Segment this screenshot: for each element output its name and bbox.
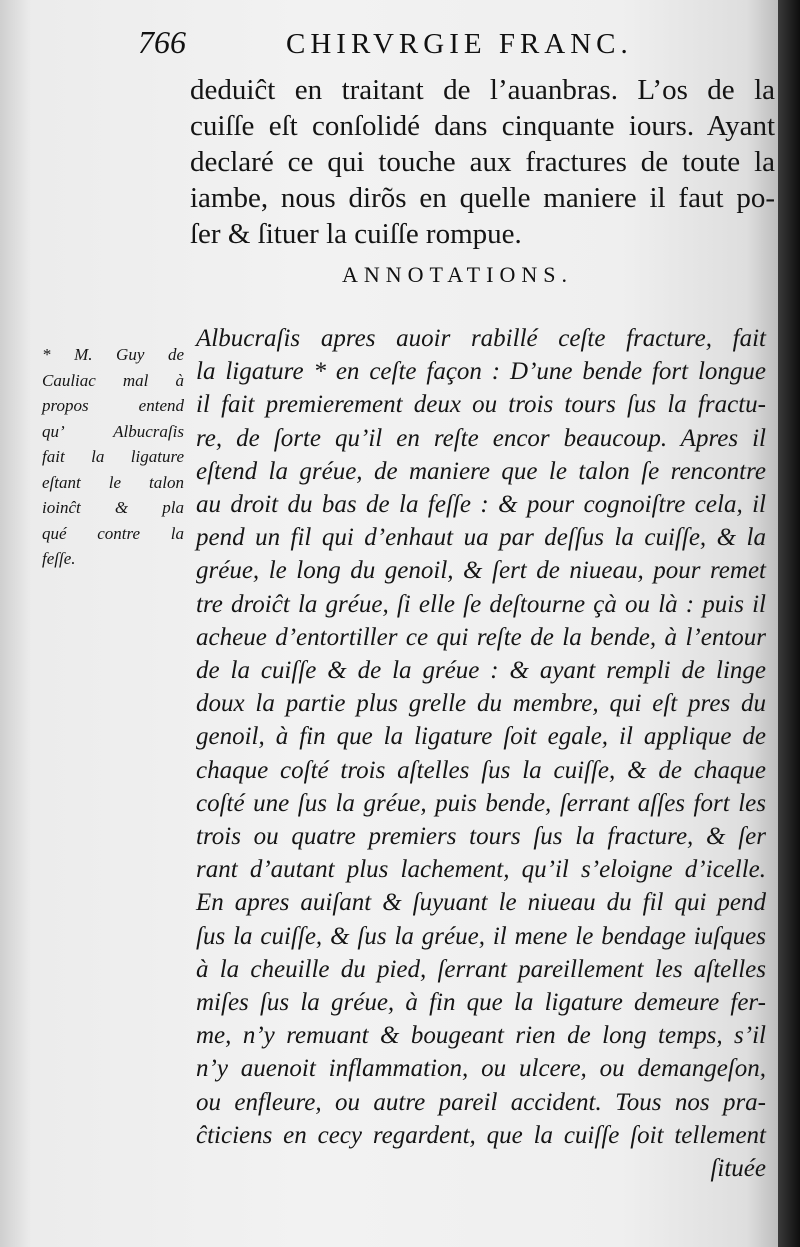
section-heading: ANNOTATIONS. bbox=[342, 262, 573, 287]
annotation-line: tre droiĉt la gréue, ſi elle ſe deſtourne çà ou là : puis il bbox=[196, 590, 766, 618]
annotation-line: eſtend la gréue, de maniere que le talon ſe rencontre bbox=[196, 457, 766, 485]
margin-note-line: propos entend bbox=[42, 396, 184, 415]
book-gutter-shadow bbox=[778, 0, 800, 1247]
margin-note-line: qu’ Albucraſis bbox=[42, 421, 184, 441]
annotation-line: Albucraſis apres auoir rabillé ceſte fracture, fait bbox=[196, 325, 766, 352]
margin-note-line: Cauliac mal à bbox=[42, 370, 184, 390]
annotation-line: ſituée bbox=[710, 1155, 766, 1183]
margin-note-line: qué contre la bbox=[42, 523, 184, 543]
annotation-paragraph bbox=[196, 322, 766, 1185]
annotation-line: re, de ſorte qu’il en reſte encor beaucoup. Apres il bbox=[196, 424, 766, 452]
margin-note-line: ioinĉt & pla bbox=[42, 498, 184, 517]
margin-note-line: feſſe. bbox=[42, 549, 76, 568]
main-text-line: iambe, nous dirõs en quelle maniere il faut po- bbox=[190, 182, 775, 214]
annotation-line: au droit du bas de la feſſe : & pour cognoiſtre cela, il bbox=[196, 491, 766, 519]
running-title: CHIRVRGIE FRANC. bbox=[286, 28, 633, 60]
annotation-line: il fait premierement deux ou trois tours ſus la fractu- bbox=[196, 391, 766, 419]
main-text-line: cuiſſe eſt conſolidé dans cinquante iours. Ayant bbox=[190, 110, 775, 142]
annotation-line: ou enfleure, ou autre pareil accident. Tous nos pra- bbox=[196, 1088, 766, 1116]
main-text-line: declaré ce qui touche aux fractures de toute la bbox=[190, 146, 775, 178]
annotation-line: ĉticiens en cecy regardent, que la cuiſſe ſoit tellement bbox=[196, 1121, 766, 1149]
annotation-line: genoil, à fin que la ligature ſoit egale, il applique de bbox=[196, 723, 766, 751]
annotation-line: rant d’autant plus lachement, qu’il s’eloigne d’icelle. bbox=[196, 856, 766, 884]
annotation-line: doux la partie plus grelle du membre, qui eſt pres du bbox=[196, 690, 766, 718]
main-text-line: deduiĉt en traitant de l’auanbras. L’os de la bbox=[190, 74, 775, 106]
margin-note-line: fait la ligature bbox=[42, 447, 184, 466]
annotation-line: miſes ſus la gréue, à fin que la ligature demeure fer- bbox=[196, 989, 766, 1017]
main-text-line: ſer & ſituer la cuiſſe rompue. bbox=[190, 218, 522, 250]
main-paragraph bbox=[190, 72, 775, 252]
page-header bbox=[0, 18, 778, 68]
annotation-line: trois ou quatre premiers tours ſus la fracture, & ſer bbox=[196, 823, 766, 851]
annotation-line: à la cheuille du pied, ſerrant pareillement les aſtelles bbox=[196, 955, 766, 983]
annotation-line: la ligature * en ceſte façon : D’une bende fort longue bbox=[196, 358, 766, 386]
annotation-line: pend un fil qui d’enhaut ua par deſſus la cuiſſe, & la bbox=[196, 524, 766, 552]
margin-note-line: * M. Guy de bbox=[42, 345, 184, 364]
annotation-line: chaque coſté trois aſtelles ſus la cuiſſe, & de chaque bbox=[196, 756, 766, 784]
annotation-line: acheue d’entortiller ce qui reſte de la bende, à l’entour bbox=[196, 623, 766, 651]
annotation-line: me, n’y remuant & bougeant rien de long temps, s’il bbox=[196, 1022, 766, 1050]
annotation-line: En apres auiſant & ſuyuant le niueau du fil qui pend bbox=[196, 889, 766, 917]
annotation-line: ſus la cuiſſe, & ſus la gréue, il mene le bendage iuſques bbox=[196, 922, 766, 950]
annotation-line: gréue, le long du genoil, & ſert de niueau, pour remet bbox=[196, 557, 766, 585]
annotation-line: coſté une ſus la gréue, puis bende, ſerrant aſſes fort les bbox=[196, 789, 766, 817]
annotation-line: n’y auenoit inflammation, ou ulcere, ou demangeſon, bbox=[196, 1055, 766, 1083]
annotation-line: de la cuiſſe & de la gréue : & ayant rempli de linge bbox=[196, 657, 766, 685]
page-number: 766 bbox=[138, 24, 186, 60]
margin-note-line: eſtant le talon bbox=[42, 472, 184, 492]
margin-note bbox=[42, 342, 184, 572]
